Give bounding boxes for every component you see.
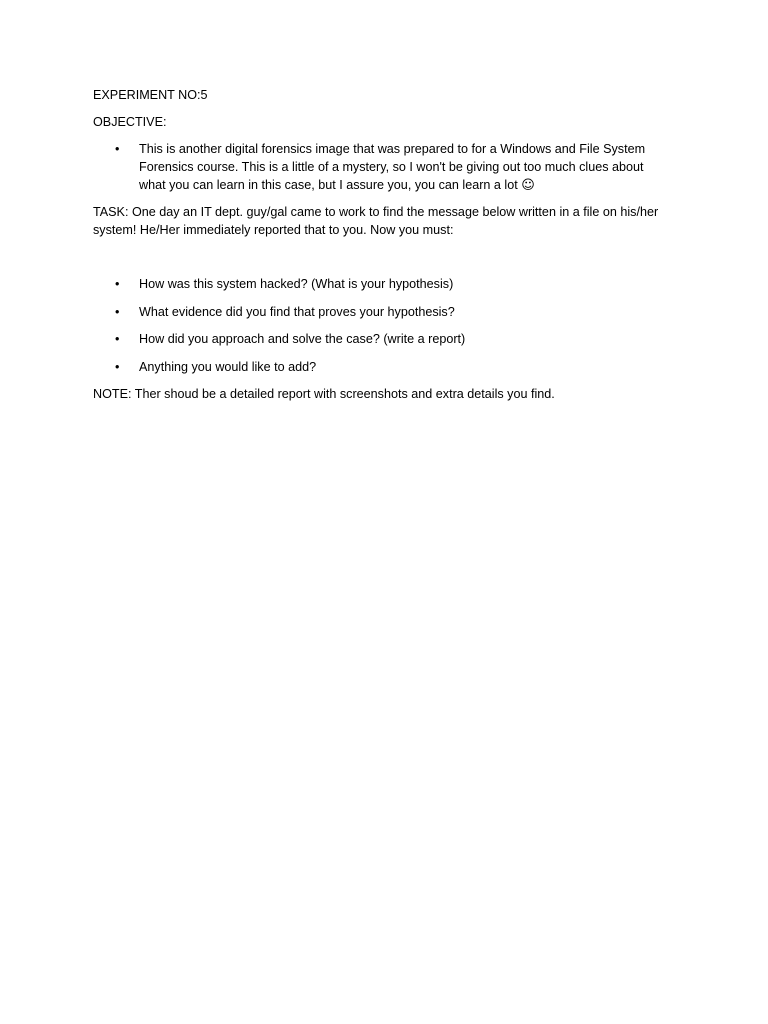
question-text: How was this system hacked? (What is your hypothesis) [139,277,454,291]
experiment-heading: EXPERIMENT NO:5 [93,88,208,102]
smiley-icon: ☺ [521,178,535,193]
question-text: How did you approach and solve the case? (write a report) [139,332,466,347]
question-text: Anything you would like to add? [139,359,317,374]
document-page [93,86,668,403]
questions-list [93,275,668,376]
bullet-icon: • [115,142,120,156]
bullet-icon: • [115,304,120,319]
note-paragraph: NOTE: Ther shoud be a detailed report with screenshots and extra details you find. [93,387,555,402]
bullet-icon: • [115,332,120,347]
objective-text: This is another digital forensics image that was prepared to for a Windows and File System Forensics course. This is a little of a mystery, so I won't be giving out too much clues about what you can learn in this case, but I assure you, you can learn a lot [139,142,646,192]
list-item [93,275,668,293]
list-item [93,358,668,376]
task-paragraph: TASK: One day an IT dept. guy/gal came to work to find the message below written in a file on his/her system! He/Her immediately reported that to you. Now you must: [93,205,659,237]
bullet-icon: • [115,359,120,374]
list-item [93,140,668,194]
objective-list [93,140,668,194]
objective-label: OBJECTIVE: [93,115,167,129]
list-item [93,303,668,321]
bullet-icon: • [115,277,120,291]
question-text: What evidence did you find that proves your hypothesis? [139,304,455,319]
list-item [93,330,668,348]
